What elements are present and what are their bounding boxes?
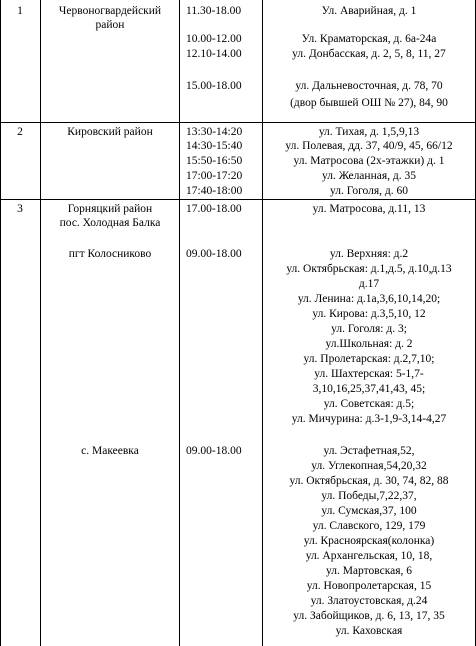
row-number: 1: [17, 5, 23, 17]
time-slot: 12.10-14.00: [186, 48, 242, 60]
address: ул. Полевая, дд. 37, 40/9, 45, 66/12: [285, 140, 453, 152]
address: ул. Верхняя: д.2: [329, 248, 409, 260]
district-name: с. Макеевка: [81, 445, 139, 457]
address: ул. Славского, 129, 179: [312, 520, 426, 532]
time-slot: 17.00-18.00: [186, 203, 242, 215]
address: ул. Октябрьская, д. 30, 74, 82, 88: [289, 475, 449, 487]
address: ул. Дальневосточная, д. 78, 70: [295, 80, 443, 92]
address: 3,10,16,25,37,41,43, 45;: [312, 383, 426, 395]
row-divider: [0, 199, 476, 200]
district-name: район: [95, 19, 125, 31]
time-slot: 09.00-18.00: [186, 248, 242, 260]
time-slot: 11.30-18.00: [186, 5, 242, 17]
address: ул. Гоголя, д. 60: [329, 185, 409, 197]
address: ул. Тихая, д. 1,5,9,13: [318, 126, 420, 138]
time-slot: 15:50-16:50: [186, 155, 243, 167]
time-slot: 17:00-17:20: [186, 170, 243, 182]
address: ул. Мичурина: д.3-1,9-3,14-4,27: [291, 413, 447, 425]
address: ул. Матросова (2х-этажки) д. 1: [293, 155, 445, 167]
address: ул. Златоустовская, д.24: [310, 595, 428, 607]
grid-line: [179, 0, 180, 646]
address: ул. Каховская: [335, 625, 403, 637]
time-slot: 14:30-15:40: [186, 140, 243, 152]
address: ул. Желанная, д. 35: [322, 170, 416, 182]
address: (двор бывшей ОШ № 27), 84, 90: [290, 97, 448, 109]
time-slot: 17:40-18:00: [186, 185, 243, 197]
address: ул. Забойщиков, д. 6, 13, 17, 35: [293, 610, 445, 622]
district-name: Кировский район: [67, 126, 153, 138]
time-slot: 10.00-12.00: [186, 33, 242, 45]
district-name: Червоногвардейский: [58, 5, 162, 17]
row-divider: [0, 122, 476, 123]
district-name: пгт Колосниково: [68, 248, 152, 260]
time-slot: 09.00-18.00: [186, 445, 242, 457]
address: ул. Эстафетная,52,: [323, 445, 415, 457]
address: ул. Красноярская(колонка): [303, 535, 435, 547]
address: ул. Архангельская, 10, 18,: [305, 550, 433, 562]
address: ул. Донбасская, д. 2, 5, 8, 11, 27: [292, 48, 446, 60]
address: ул. Ленина: д.1а,3,6,10,14,20;: [297, 293, 441, 305]
address: ул. Пролетарская: д.2,7,10;: [303, 353, 435, 365]
district-name: Горняцкий район: [67, 203, 153, 215]
grid-line: [40, 0, 41, 646]
grid-line: [0, 0, 1, 646]
address: ул. Октябрьская: д.1,д.5, д.10,д.13: [286, 263, 452, 275]
address: Ул. Аварийная, д. 1: [321, 5, 417, 17]
address: ул. Мартовская, 6: [325, 565, 413, 577]
address: ул. Углекопная,54,20,32: [311, 460, 427, 472]
row-number: 2: [17, 126, 23, 138]
time-slot: 15.00-18.00: [186, 80, 242, 92]
address: Ул. Краматорская, д. 6а-24а: [301, 33, 437, 45]
address: ул. Кирова: д.3,5,10, 12: [312, 308, 426, 320]
address: ул. Гоголя: д. 3;: [331, 323, 407, 335]
address: ул. Матросова, д.11, 13: [312, 203, 426, 215]
address: ул.Школьная: д. 2: [325, 338, 413, 350]
address: ул. Победы,7,22,37,: [321, 490, 417, 502]
address: ул. Сумская,37, 100: [321, 505, 417, 517]
district-name: пос. Холодная Балка: [59, 217, 161, 229]
time-slot: 13:30-14:20: [186, 126, 243, 138]
address: ул. Советская: д.5;: [323, 398, 415, 410]
address: д.17: [358, 278, 380, 290]
address: ул. Шахтерская: 5-1,7-: [314, 368, 424, 380]
row-number: 3: [17, 203, 23, 215]
address: ул. Новопролетарская, 15: [306, 580, 432, 592]
